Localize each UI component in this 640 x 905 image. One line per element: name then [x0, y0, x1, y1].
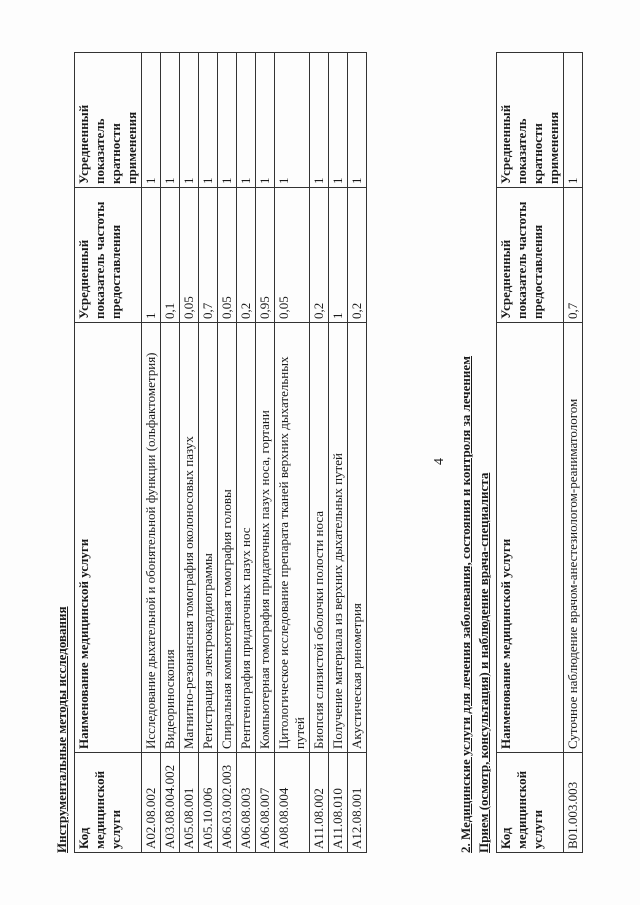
cell-mult: 1: [256, 53, 275, 188]
cell-code: A06.08.003: [237, 753, 256, 853]
table-row: [564, 53, 583, 853]
section2-title: 2. Медицинские услуги для лечения заболевания, состояния и контроля за лечением: [458, 355, 473, 853]
cell-name: Биопсия слизистой оболочки полости носа: [310, 323, 329, 753]
page-number: 4: [432, 458, 447, 465]
table-row: [199, 53, 218, 853]
cell-freq: 0,2: [237, 188, 256, 323]
cell-name: Получение материала из верхних дыхательных путей: [329, 323, 348, 753]
header-mult: Усредненный показатель кратности применения: [497, 53, 564, 188]
header-code: Код медицинской услуги: [75, 753, 142, 853]
table-row: [180, 53, 199, 853]
cell-mult: 1: [329, 53, 348, 188]
cell-code: A06.08.007: [256, 753, 275, 853]
cell-mult: 1: [310, 53, 329, 188]
cell-code: A02.08.002: [142, 753, 161, 853]
table-header-row: [75, 53, 142, 853]
table-row: [310, 53, 329, 853]
table-row: [275, 53, 310, 853]
cell-freq: 0,1: [161, 188, 180, 323]
cell-code: B01.003.003: [564, 753, 583, 853]
header-freq: Усредненный показатель частоты предоставления: [497, 188, 564, 323]
cell-freq: 1: [329, 188, 348, 323]
cell-code: A03.08.004.002: [161, 753, 180, 853]
cell-freq: 0,05: [275, 188, 310, 323]
cell-freq: 0,05: [218, 188, 237, 323]
cell-mult: 1: [237, 53, 256, 188]
cell-code: A05.10.006: [199, 753, 218, 853]
cell-code: A11.08.010: [329, 753, 348, 853]
cell-mult: 1: [142, 53, 161, 188]
cell-name: Регистрация электрокардиограммы: [199, 323, 218, 753]
cell-name: Компьютерная томография придаточных пазух носа, гортани: [256, 323, 275, 753]
cell-name: Видеориноскопия: [161, 323, 180, 753]
cell-freq: 0,2: [348, 188, 367, 323]
table-row: [348, 53, 367, 853]
header-name: Наименование медицинской услуги: [75, 323, 142, 753]
cell-mult: 1: [161, 53, 180, 188]
cell-freq: 1: [142, 188, 161, 323]
header-name: Наименование медицинской услуги: [497, 323, 564, 753]
rotated-content: [40, 45, 600, 865]
cell-mult: 1: [275, 53, 310, 188]
cell-freq: 0,05: [180, 188, 199, 323]
cell-code: A12.08.001: [348, 753, 367, 853]
cell-mult: 1: [564, 53, 583, 188]
table-row: [161, 53, 180, 853]
table-row: [218, 53, 237, 853]
cell-mult: 1: [348, 53, 367, 188]
section2-subtitle: Прием (осмотр, консультация) и наблюдение врача-специалиста: [476, 472, 491, 853]
cell-mult: 1: [199, 53, 218, 188]
cell-freq: 0,95: [256, 188, 275, 323]
instrumental-methods-table: [74, 52, 367, 853]
cell-name: Рентгенография придаточных пазух нос: [237, 323, 256, 753]
specialist-consultation-table: [496, 52, 583, 853]
cell-mult: 1: [180, 53, 199, 188]
table-row: [237, 53, 256, 853]
cell-freq: 0,7: [564, 188, 583, 323]
table-row: [329, 53, 348, 853]
cell-freq: 0,2: [310, 188, 329, 323]
cell-mult: 1: [218, 53, 237, 188]
cell-code: A08.08.004: [275, 753, 310, 853]
cell-name: Исследование дыхательной и обонятельной функции (ольфактометрия): [142, 323, 161, 753]
cell-name: Спиральная компьютерная томография головы: [218, 323, 237, 753]
cell-code: A06.03.002.003: [218, 753, 237, 853]
table-header-row: [497, 53, 564, 853]
header-mult: Усредненный показатель кратности применения: [75, 53, 142, 188]
cell-name: Суточное наблюдение врачом-анестезиологом-реаниматологом: [564, 323, 583, 753]
header-freq: Усредненный показатель частоты предоставления: [75, 188, 142, 323]
cell-code: A05.08.001: [180, 753, 199, 853]
cell-name: Цитологическое исследование препарата тканей верхних дыхательных путей: [275, 323, 310, 753]
table-row: [256, 53, 275, 853]
cell-name: Магнитно-резонансная томография околоносовых пазух: [180, 323, 199, 753]
cell-code: A11.08.002: [310, 753, 329, 853]
cell-freq: 0,7: [199, 188, 218, 323]
cell-name: Акустическая ринометрия: [348, 323, 367, 753]
section1-title: Инструментальные методы исследования: [54, 606, 69, 853]
table-row: [142, 53, 161, 853]
header-code: Код медицинской услуги: [497, 753, 564, 853]
